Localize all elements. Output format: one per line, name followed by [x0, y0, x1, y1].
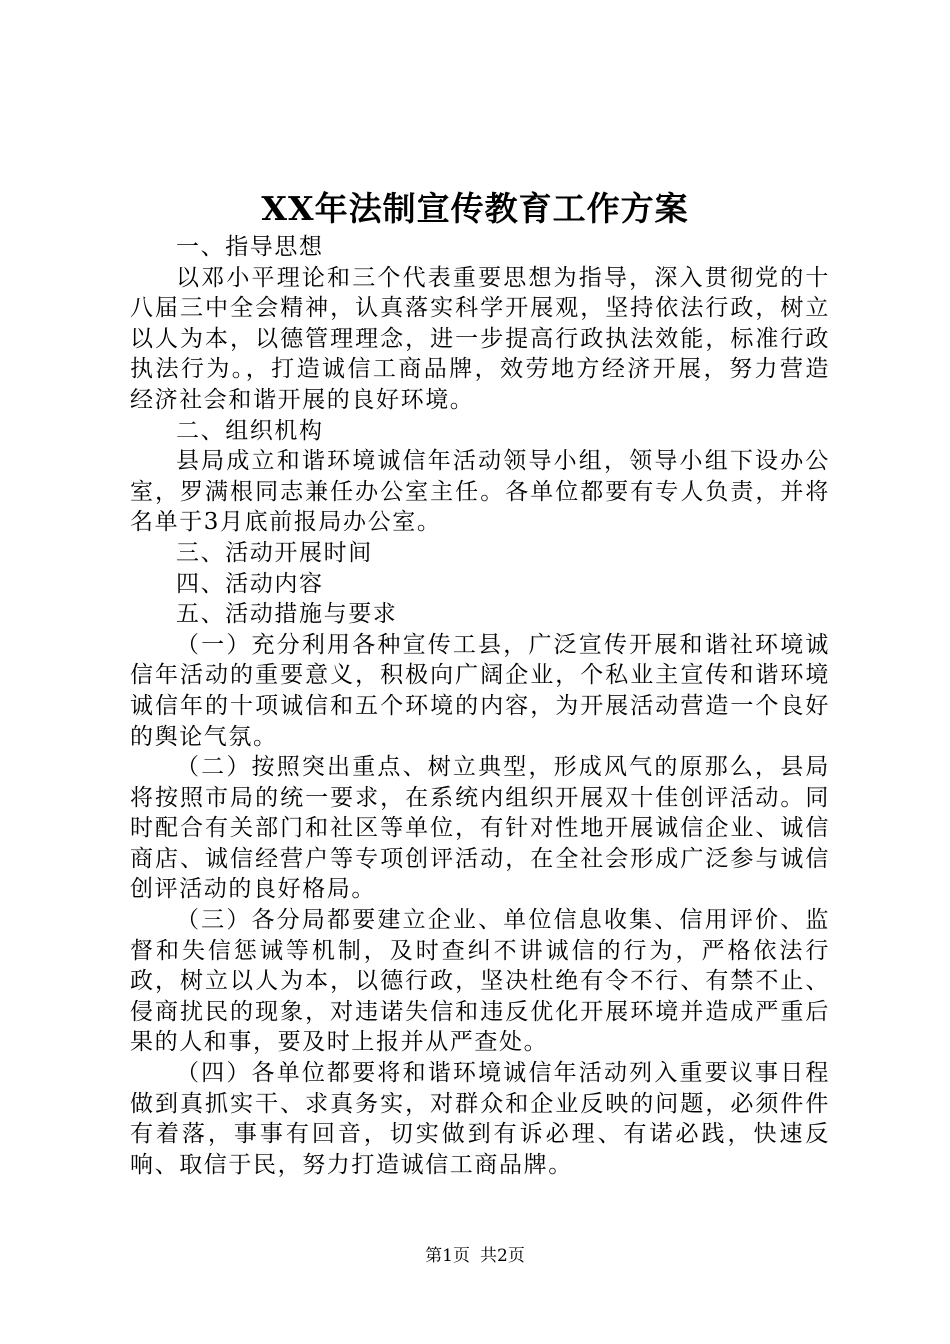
paragraph: 县局成立和谐环境诚信年活动领导小组，领导小组下设办公室，罗满根同志兼任办公室主任。各单位都要有专人负责，并将名单于3月底前报局办公室。: [130, 448, 830, 536]
page-footer: [0, 1245, 950, 1267]
section-heading: 一、指导思想: [176, 234, 324, 260]
section-heading: 四、活动内容: [176, 570, 324, 597]
page-number-total: 共2页: [480, 1246, 525, 1266]
paragraph: （二）按照突出重点、树立典型，形成风气的原那么，县局将按照市局的统一要求，在系统内组织开展双十佳创评活动。同时配合有关部门和社区等单位，有针对性地开展诚信企业、诚信商店、诚信经营户等专项创评活动，在全社会形成广泛参与诚信创评活动的良好格局。: [130, 754, 830, 903]
document-title: XX年法制宣传教育工作方案: [261, 189, 689, 228]
section-heading: 三、活动开展时间: [176, 539, 373, 566]
paragraph: （一）充分利用各种宣传工县，广泛宣传开展和谐社环境诚信年活动的重要意义，积极向广阔企业，个私业主宣传和谐环境诚信年的十项诚信和五个环境的内容，为开展活动营造一个良好的舆论气氛。: [130, 631, 830, 750]
paragraph: 以邓小平理论和三个代表重要思想为指导，深入贯彻党的十八届三中全会精神，认真落实科学开展观，坚持依法行政，树立以人为本，以德管理理念，进一步提高行政执法效能，标准行政执法行为。，打造诚信工商品牌，效劳地方经济开展，努力营造经济社会和谐开展的良好环境。: [130, 264, 830, 413]
section-heading: 二、组织机构: [176, 417, 324, 444]
page-number-current: 第1页: [425, 1246, 470, 1266]
document-body: [130, 232, 830, 1180]
section-heading: 五、活动措施与要求: [176, 601, 398, 628]
paragraph: （三）各分局都要建立企业、单位信息收集、信用评价、监督和失信惩诫等机制，及时查纠不讲诚信的行为，严格依法行政，树立以人为本，以德行政，坚决杜绝有令不行、有禁不止、侵商扰民的现象，对违诺失信和违反优化开展环境并造成严重后果的人和事，要及时上报并从严查处。: [130, 907, 830, 1056]
paragraph: （四）各单位都要将和谐环境诚信年活动列入重要议事日程做到真抓实干、求真务实，对群众和企业反映的问题，必须件件有着落，事事有回音，切实做到有诉必理、有诺必践，快速反响、取信于民，努力打造诚信工商品牌。: [130, 1060, 830, 1178]
